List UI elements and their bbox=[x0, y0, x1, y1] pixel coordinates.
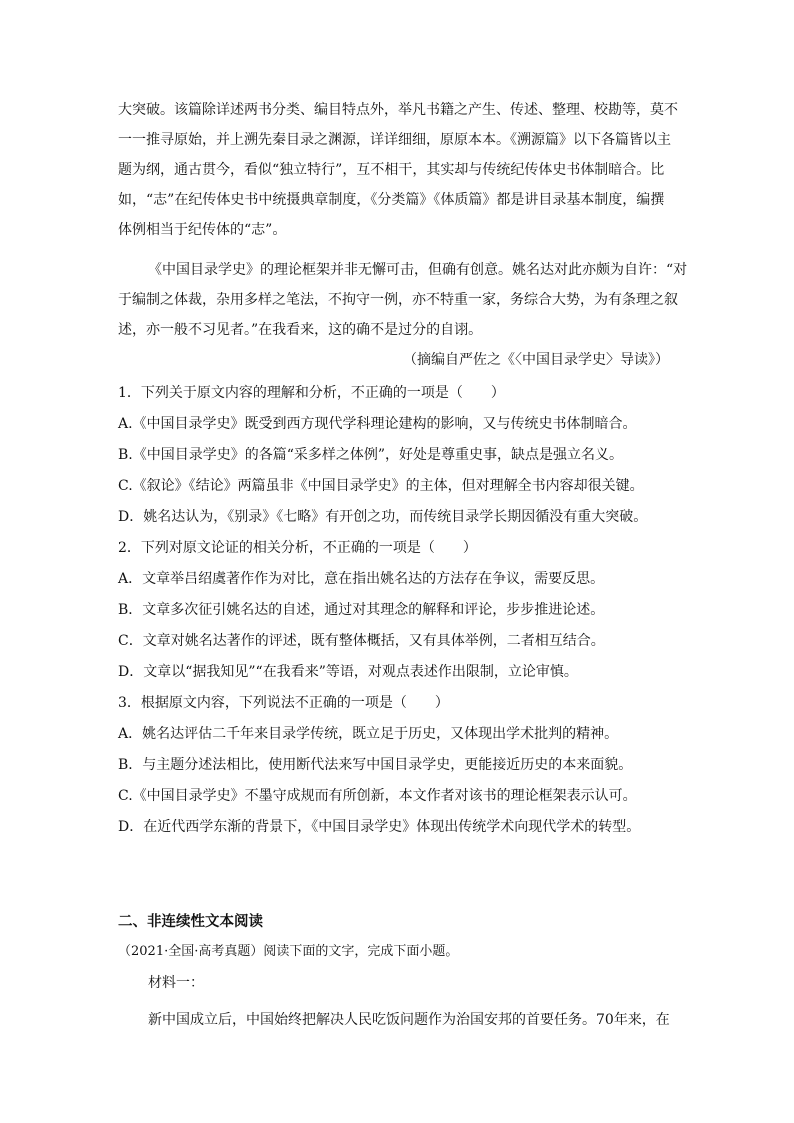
passage-line: 于编制之体裁，杂用多样之笔法，不拘守一例，亦不特重一家，务综合大势，为有条理之叙 bbox=[118, 292, 678, 308]
material-label: 材料一： bbox=[148, 975, 204, 991]
question-option: D．在近代西学东渐的背景下，《中国目录学史》体现出传统学术向现代学术的转型。 bbox=[118, 819, 641, 835]
passage-line: 题为纲，通古贯今，看似“独立特行”，互不相干，其实却与传统纪传体史书体制暗合。比 bbox=[118, 162, 665, 178]
question-option: C.《中国目录学史》不墨守成规而有所创新，本文作者对该书的理论框架表示认可。 bbox=[118, 788, 637, 804]
question-option: D．姚名达认为，《别录》《七略》有开创之功，而传统目录学长期因循没有重大突破。 bbox=[118, 509, 648, 525]
passage-line: 如，“志”在纪传体史书中统摄典章制度，《分类篇》《体质篇》都是讲目录基本制度，编撰 bbox=[118, 192, 665, 208]
question-option: C．文章对姚名达著作的评述，既有整体概括，又有具体举例，二者相互结合。 bbox=[118, 633, 605, 649]
passage-line: 《中国目录学史》的理论框架并非无懈可击，但确有创意。姚名达对此亦颇为自许：“对 bbox=[148, 262, 688, 278]
question-option: A．姚名达评估二千年来目录学传统，既立足于历史，又体现出学术批判的精神。 bbox=[118, 726, 619, 742]
question-option: C.《叙论》《结论》两篇虽非《中国目录学史》的主体，但对理解全书内容却很关键。 bbox=[118, 478, 644, 494]
passage-source: （摘编自严佐之《〈中国目录学史〉导读》） bbox=[403, 352, 669, 368]
question-option: A.《中国目录学史》既受到西方现代学科理论建构的影响，又与传统史书体制暗合。 bbox=[118, 416, 637, 432]
question-source: （2021·全国·高考真题）阅读下面的文字，完成下面小题。 bbox=[118, 944, 459, 959]
passage-line: 述，亦一般不习见者。”在我看来，这的确不是过分的自诩。 bbox=[118, 322, 483, 338]
question-stem: 1．下列关于原文内容的理解和分析，不正确的一项是（ ） bbox=[118, 385, 505, 401]
question-option: B.《中国目录学史》的各篇“采多样之体例”，好处是尊重史事，缺点是强立名义。 bbox=[118, 447, 624, 463]
question-stem: 2．下列对原文论证的相关分析，不正确的一项是（ ） bbox=[118, 540, 477, 556]
passage-line: 体例相当于纪传体的“志”。 bbox=[118, 222, 287, 238]
question-option: B．文章多次征引姚名达的自述，通过对其理念的解释和评论，步步推进论述。 bbox=[118, 602, 605, 618]
question-stem: 3．根据原文内容，下列说法不正确的一项是（ ） bbox=[118, 695, 449, 711]
question-option: D．文章以“据我知见”“在我看来”等语，对观点表述作出限制，立论审慎。 bbox=[118, 664, 578, 680]
passage-line: 大突破。该篇除详述两书分类、编目特点外，举凡书籍之产生、传述、整理、校勘等，莫不 bbox=[118, 102, 678, 118]
question-option: B．与主题分述法相比，使用断代法来写中国目录学史，更能接近历史的本来面貌。 bbox=[118, 757, 633, 773]
question-option: A．文章举吕绍虞著作作为对比，意在指出姚名达的方法存在争议，需要反思。 bbox=[118, 571, 605, 587]
passage-line: 一一推寻原始，并上溯先秦目录之渊源，详详细细，原原本本。《溯源篇》以下各篇皆以主 bbox=[118, 132, 671, 148]
section-heading: 二、非连续性文本阅读 bbox=[118, 913, 263, 930]
material-paragraph: 新中国成立后，中国始终把解决人民吃饭问题作为治国安邦的首要任务。70年来，在 bbox=[148, 1012, 670, 1028]
